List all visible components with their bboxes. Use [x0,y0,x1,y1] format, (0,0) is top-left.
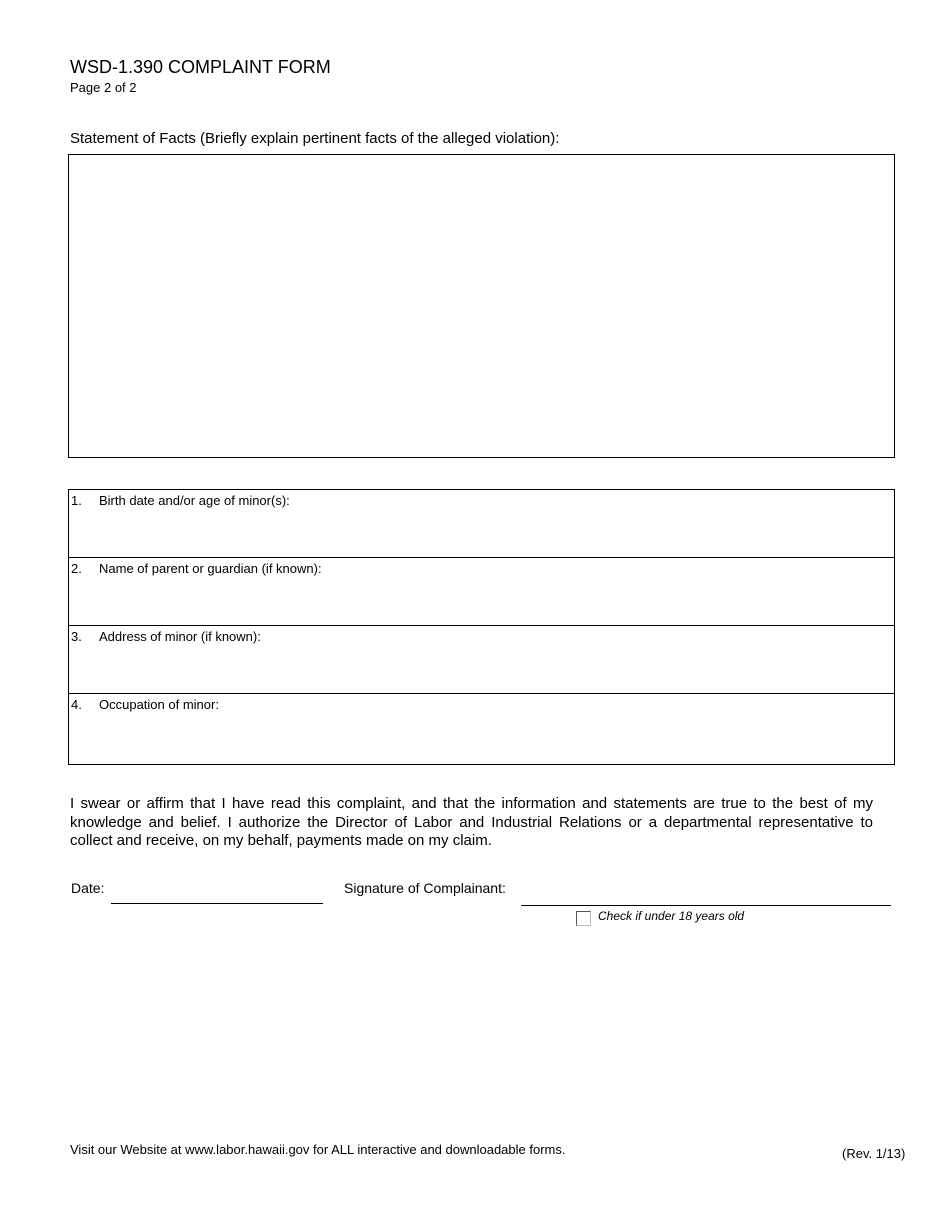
minor-occupation-label: Occupation of minor: [99,697,219,712]
minor-address-label: Address of minor (if known): [99,629,261,644]
form-title: WSD-1.390 COMPLAINT FORM [70,57,331,77]
parent-name-field[interactable] [99,582,879,618]
website-note: Visit our Website at www.labor.hawaii.gov for ALL interactive and downloadable forms. [70,1142,566,1157]
date-field[interactable] [111,883,323,904]
row-number: 3. [71,629,82,644]
minor-info-row-address [69,626,894,694]
affirmation-statement: I swear or affirm that I have read this complaint, and that the information and statements are true to the best of my knowledge and belief. I authorize the Director of Labor and Industrial Relations or a departmental representative to collect and receive, on my behalf, payments made on my claim. [70,795,873,849]
birth-date-field[interactable] [99,514,879,550]
minor-info-table [68,489,895,765]
row-number: 4. [71,697,82,712]
birth-date-label: Birth date and/or age of minor(s): [99,493,290,508]
under-18-label: Check if under 18 years old [598,909,745,923]
signature-label: Signature of Complainant: [344,880,506,896]
under-18-checkbox[interactable] [576,911,591,926]
page-number: Page 2 of 2 [70,80,137,95]
statement-of-facts-label: Statement of Facts (Briefly explain pertinent facts of the alleged violation): [70,130,560,147]
minor-info-row-occupation [69,694,894,765]
minor-info-row-birth-date [69,490,894,558]
statement-of-facts-field[interactable] [68,154,895,458]
signature-field[interactable] [521,884,891,906]
revision-label: (Rev. 1/13) [842,1146,906,1161]
parent-name-label: Name of parent or guardian (if known): [99,561,322,576]
date-label: Date: [71,880,105,896]
minor-address-field[interactable] [99,650,879,686]
row-number: 2. [71,561,82,576]
minor-info-row-parent-name [69,558,894,626]
row-number: 1. [71,493,82,508]
minor-occupation-field[interactable] [99,718,879,754]
